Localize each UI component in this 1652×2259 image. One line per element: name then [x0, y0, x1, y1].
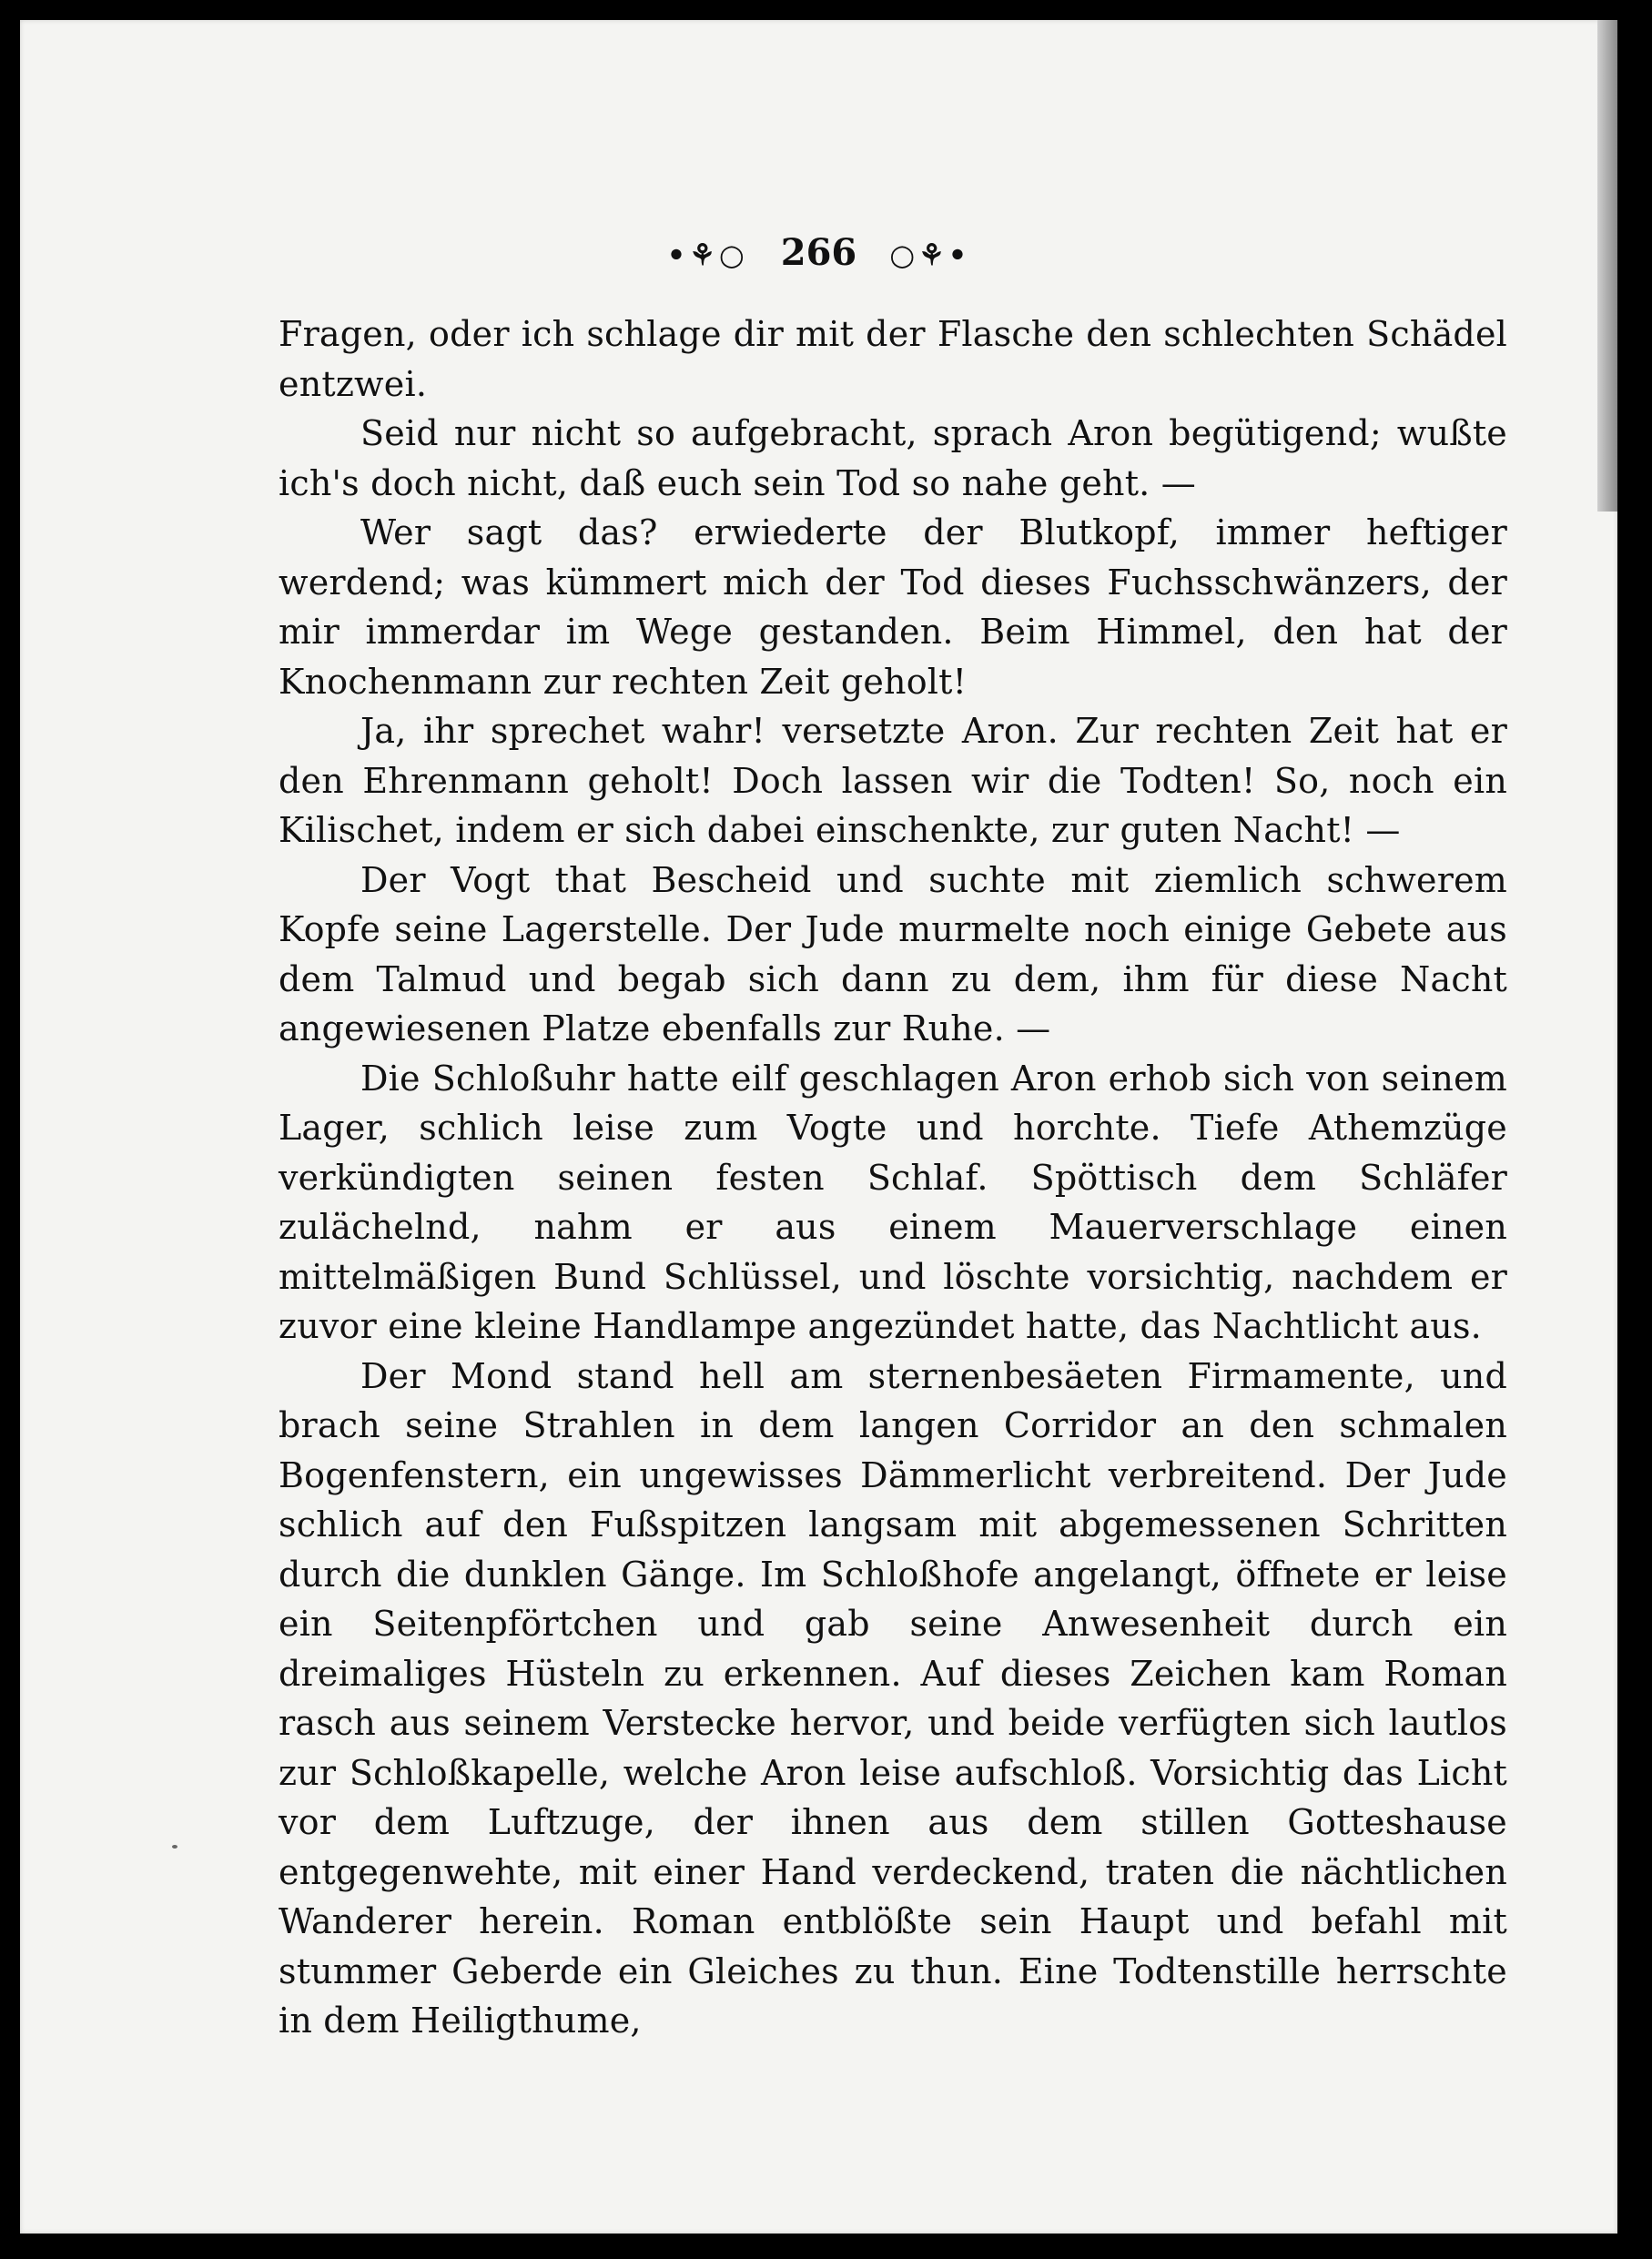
paragraph-5: Der Vogt that Bescheid und suchte mit ziemlich schwerem Kopfe seine Lagerstelle. Der Jude murmelte noch einige Gebete aus dem Talmud und begab sich dann zu dem, ihm für diese Nacht angewiesenen Platze ebenfalls zur Ruhe. —: [279, 859, 1507, 1048]
paragraph-6: Die Schloßuhr hatte eilf geschlagen Aron erhob sich von seinem Lager, schlich leise zum Vogte und horchte. Tiefe Athemzüge verkündigten seinen festen Schlaf. Spöttisch dem Schläfer zulächelnd, nahm er aus einem Mauerverschlage einen mittelmäßigen Bund Schlüssel, und löschte vorsichtig, nachdem er zuvor eine kleine Handlampe angezündet hatte, das Nachtlicht aus.: [279, 1058, 1507, 1346]
paragraph-3: Wer sagt das? erwiederte der Blutkopf, immer heftiger werdend; was kümmert mich der Tod dieses Fuchsschwänzers, der mir immerdar im Wege gestanden. Beim Himmel, den hat der Knochenmann zur rechten Zeit geholt!: [279, 512, 1507, 702]
paragraph-7: Der Mond stand hell am sternenbesäeten Firmamente, und brach seine Strahlen in dem langen Corridor an den schmalen Bogenfenstern, ein ungewisses Dämmerlicht verbreitend. Der Jude schlich auf den Fußspitzen langsam mit abgemessenen Schritten durch die dunklen Gänge. Im Schloßhofe angelangt, öffnete er leise ein Seitenpförtchen und gab seine Anwesenheit durch ein dreimaliges Hüsteln zu erkennen. Auf dieses Zeichen kam Roman rasch aus seinem Verstecke hervor, und beide verfügten sich lautlos zur Schloßkapelle, welche Aron leise aufschloß. Vorsichtig das Licht vor dem Luftzuge, der ihnen aus dem stillen Gotteshause entgegenwehte, mit einer Hand verdeckend, traten die nächtlichen Wanderer herein. Roman entblößte sein Haupt und befahl mit stummer Geberde ein Gleiches zu thun. Eine Todtenstille herrschte in dem Heiligthume,: [279, 1355, 1507, 2041]
paragraph-4: Ja, ihr sprechet wahr! versetzte Aron. Zur rechten Zeit hat er den Ehrenmann geholt! Doch lassen wir die Todten! So, noch ein Kilischet, indem er sich dabei einschenkte, zur guten Nacht! —: [279, 711, 1507, 850]
ink-speck: [172, 1845, 177, 1849]
paragraph-2: Seid nur nicht so aufgebracht, sprach Aron begütigend; wußte ich's doch nicht, daß euch sein Tod so nahe geht. —: [279, 413, 1507, 503]
body-text: [279, 309, 1507, 2046]
book-page: [20, 20, 1617, 2234]
page-number: 266: [780, 231, 857, 274]
ornament-left-icon: •⚘○: [666, 238, 748, 272]
ornament-right-icon: ○⚘•: [889, 238, 971, 272]
page-header: [20, 231, 1617, 274]
paragraph-1: Fragen, oder ich schlage dir mit der Flasche den schlechten Schädel entzwei.: [279, 314, 1507, 404]
